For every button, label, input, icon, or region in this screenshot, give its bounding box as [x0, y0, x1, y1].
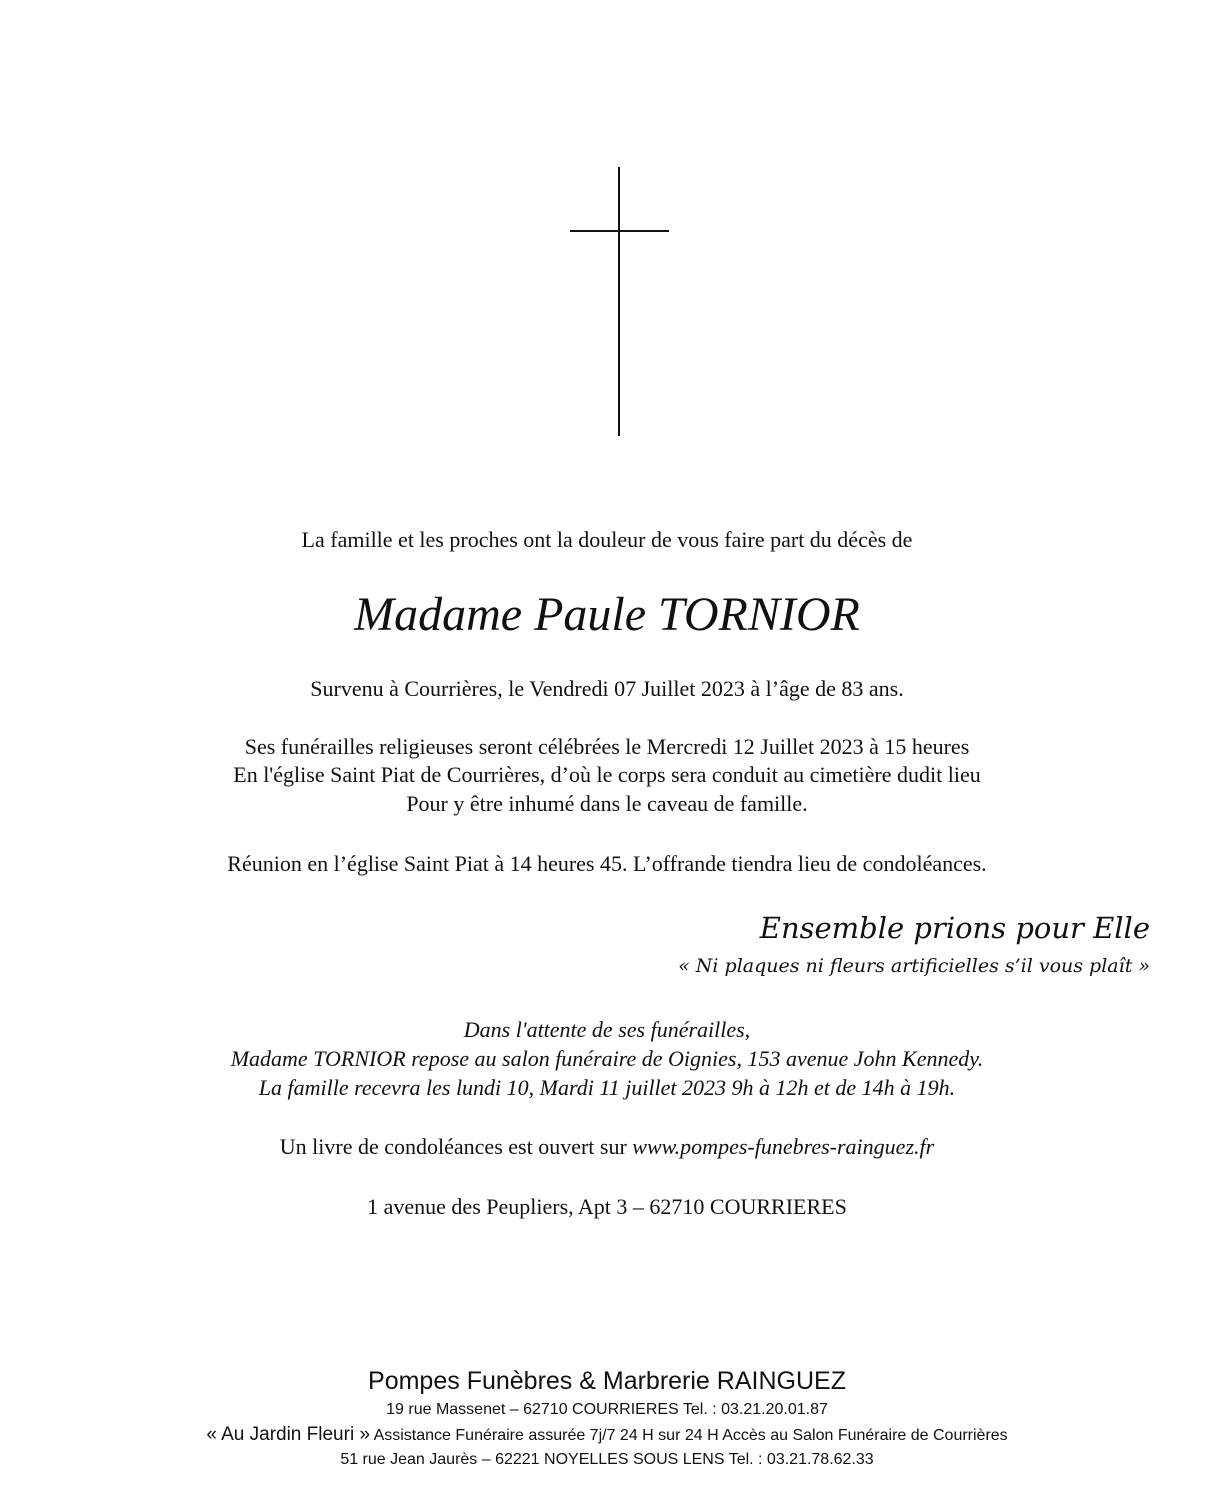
intro-text: La famille et les proches ont la douleur de vous faire part du décès de — [301, 527, 913, 552]
funeral-line-1: Ses funérailles religieuses seront célébrées le Mercredi 12 Juillet 2023 à 15 heures — [244, 734, 970, 759]
deceased-name: Madame Paule TORNIOR — [354, 588, 860, 641]
footer-services: Assistance Funéraire assurée 7j/7 24 H sur 24 H Accès au Salon Funéraire de Courrières — [373, 1427, 1008, 1444]
footer-shop-name: « Au Jardin Fleuri » — [206, 1424, 371, 1445]
funeral-line-3: Pour y être inhumé dans le caveau de famille. — [406, 791, 808, 816]
death-notice: Survenu à Courrières, le Vendredi 07 Juillet 2023 à l’âge de 83 ans. — [310, 676, 904, 701]
footer-shop-line — [0, 1424, 1214, 1447]
condolence-book — [0, 1133, 1214, 1161]
footer-address-1: 19 rue Massenet – 62710 COURRIERES Tel. : 03.21.20.01.87 — [386, 1401, 828, 1418]
family-address: 1 avenue des Peupliers, Apt 3 – 62710 COURRIERES — [367, 1194, 847, 1219]
condolence-book-link[interactable]: www.pompes-funebres-rainguez.fr — [632, 1134, 935, 1159]
footer-company-name: Pompes Funèbres & Marbrerie RAINGUEZ — [368, 1367, 846, 1395]
visitation-line-2: Madame TORNIOR repose au salon funéraire de Oignies, 153 avenue John Kennedy. — [230, 1046, 984, 1071]
visitation-line-3: La famille recevra les lundi 10, Mardi 11 juillet 2023 9h à 12h et de 14h à 19h. — [258, 1075, 956, 1100]
visitation-line-1: Dans l'attente de ses funérailles, — [463, 1017, 751, 1042]
footer-address-2: 51 rue Jean Jaurès – 62221 NOYELLES SOUS LENS Tel. : 03.21.78.62.33 — [340, 1451, 874, 1468]
gathering-text: Réunion en l’église Saint Piat à 14 heures 45. L’offrande tiendra lieu de condoléances. — [227, 851, 987, 876]
condolence-book-text: Un livre de condoléances est ouvert sur — [279, 1134, 627, 1159]
prayer-text: Ensemble prions pour Elle — [759, 911, 1150, 945]
cross-icon-horizontal — [570, 230, 669, 232]
funeral-line-2: En l'église Saint Piat de Courrières, d’où le corps sera conduit au cimetière dudit lieu — [233, 762, 981, 787]
flowers-request: « Ni plaques ni fleurs artificielles s’il vous plaît » — [678, 955, 1150, 977]
cross-icon-vertical — [618, 167, 620, 436]
